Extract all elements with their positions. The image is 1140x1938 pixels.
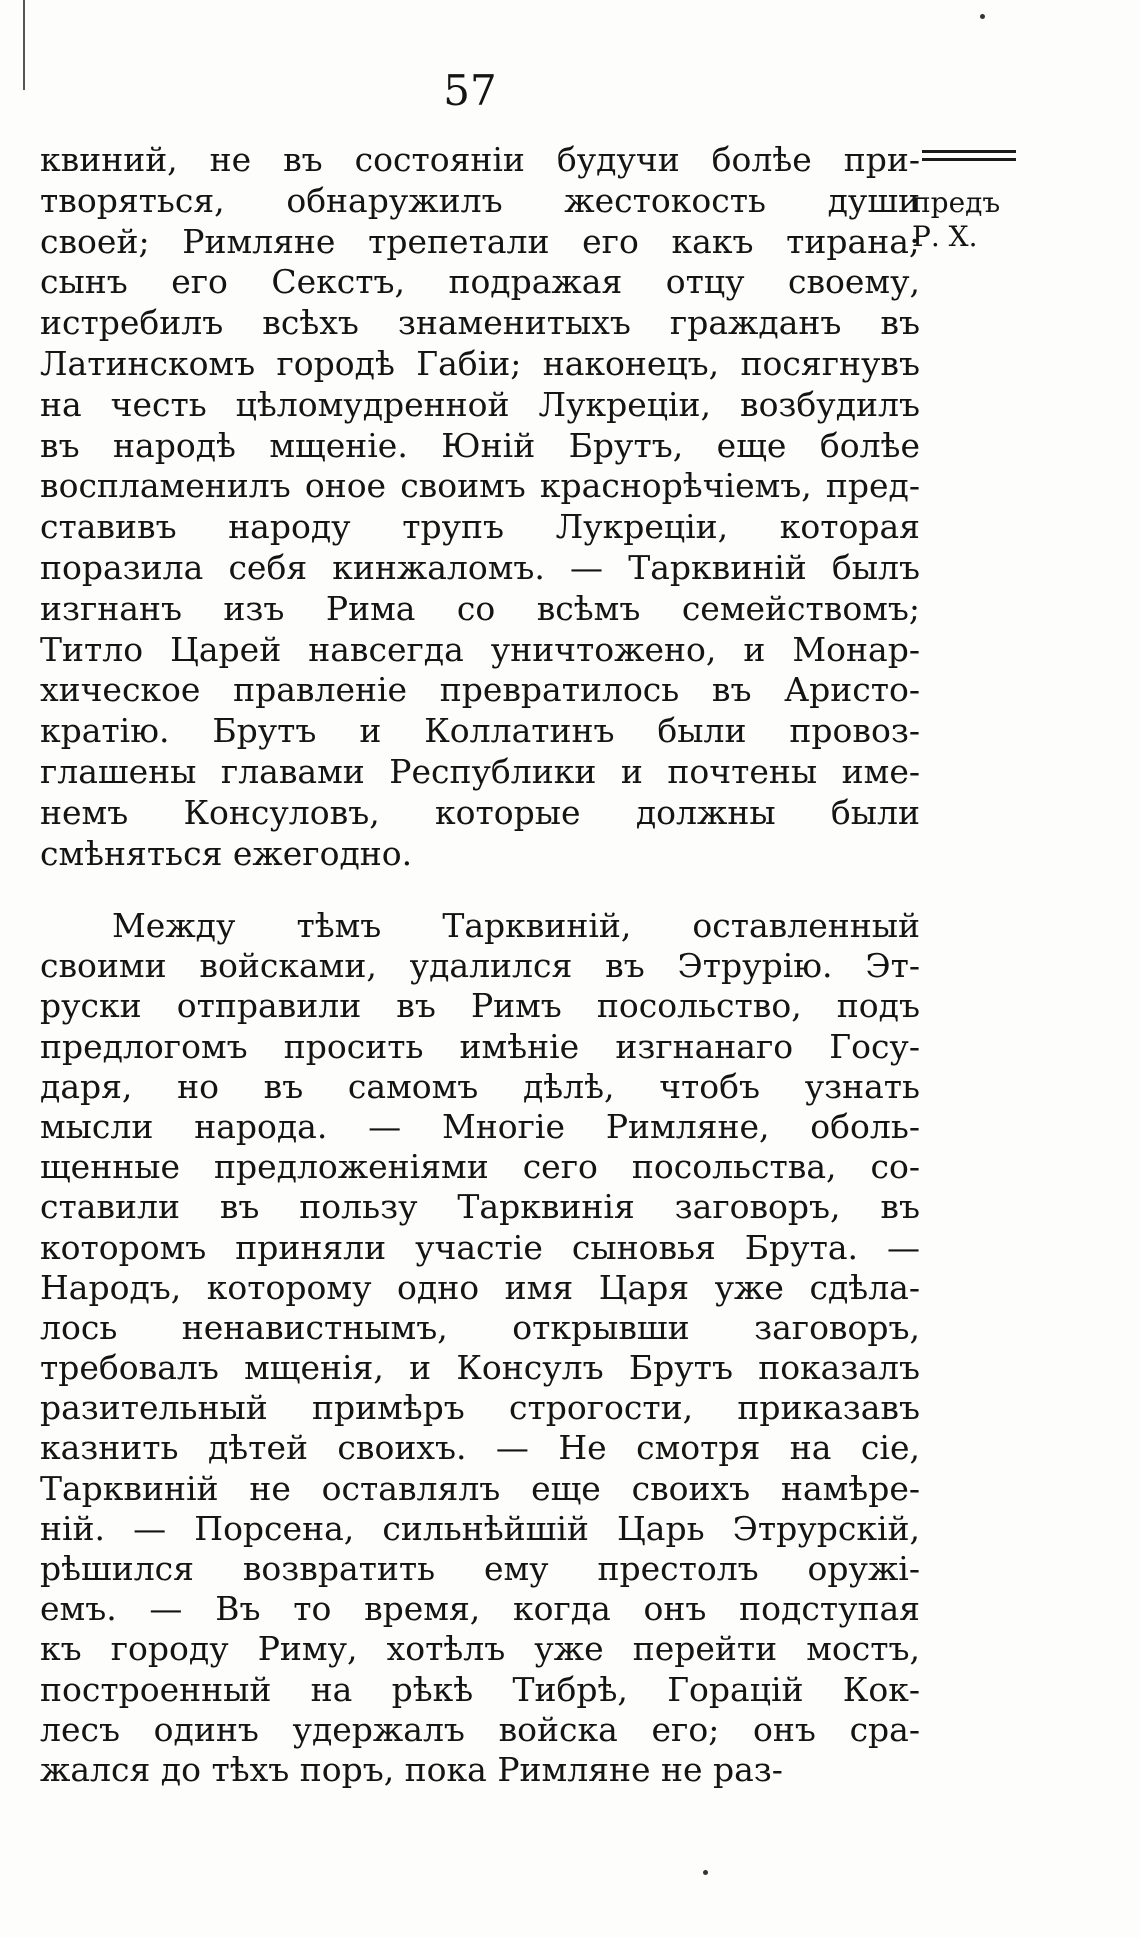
ink-speck [703,1870,708,1875]
text-line: ній. — Порсена, сильнѣйшій Царь Этрурскій, [40,1508,920,1548]
text-line: Тарквиній не оставлялъ еще своихъ намѣре- [40,1468,920,1508]
text-line: Латинскомъ городѣ Габіи; наконецъ, посягнувъ [40,343,920,383]
text-line: Титло Царей навсегда уничтожено, и Монар- [40,629,920,669]
text-line: ставили въ пользу Тарквинія заговоръ, въ [40,1187,920,1227]
text-line: поразила себя кинжаломъ. — Тарквиній былъ [40,547,920,587]
text-line: требовалъ мщенія, и Консулъ Брутъ показалъ [40,1348,920,1388]
text-line: къ городу Риму, хотѣлъ уже перейти мостъ, [40,1629,920,1669]
text-line: лось ненавистнымъ, открывши заговоръ, [40,1307,920,1347]
margin-rule [922,150,1016,153]
paragraph-2 [40,906,920,1790]
text-line: изгнанъ изъ Рима со всѣмъ семействомъ; [40,588,920,628]
text-line: построенный на рѣкѣ Тибрѣ, Горацій Кок- [40,1669,920,1709]
text-line: казнить дѣтей своихъ. — Не смотря на сіе, [40,1428,920,1468]
text-line: емъ. — Въ то время, когда онъ подступая [40,1589,920,1629]
page-edge-line [23,0,25,90]
text-line: щенные предложеніями сего посольства, со- [40,1147,920,1187]
text-line: которомъ приняли участіе сыновья Брута. — [40,1227,920,1267]
text-line: жался до тѣхъ поръ, пока Римляне не раз- [40,1749,783,1789]
text-line: ставивъ народу трупъ Лукреціи, которая [40,507,920,547]
margin-rule [922,158,1016,161]
margin-note-line-2: Р. Х. [912,220,978,253]
ink-speck [980,14,985,19]
text-line: въ народѣ мщеніе. Юній Брутъ, еще болѣе [40,425,920,465]
text-line: разительный примѣръ строгости, приказавъ [40,1388,920,1428]
text-line: воспламенилъ оное своимъ краснорѣчіемъ, пред- [40,466,920,506]
text-line: смѣняться ежегодно. [40,833,413,873]
text-line: мысли народа. — Многіе Римляне, оболь- [40,1106,920,1146]
text-line: даря, но въ самомъ дѣлѣ, чтобъ узнать [40,1066,920,1106]
text-line: сынъ его Секстъ, подражая отцу своему, [40,262,920,302]
text-line: немъ Консуловъ, которые должны были [40,792,920,832]
page-number: 57 [443,66,497,115]
text-line: Между тѣмъ Тарквиній, оставленный [112,906,920,945]
text-line: своей; Римляне трепетали его какъ тирана; [40,221,920,261]
text-line: творяться, обнаружилъ жестокость души [40,180,920,220]
text-line: глашены главами Республики и почтены име- [40,751,920,791]
text-line: квиний, не въ состояніи будучи болѣе при- [40,140,920,179]
text-line: предлогомъ просить имѣніе изгнанаго Госу- [40,1026,920,1066]
text-line: своими войсками, удалился въ Этрурію. Эт- [40,946,920,986]
text-line: лесъ одинъ удержалъ войска его; онъ сра- [40,1709,920,1749]
paragraph-1 [40,140,920,874]
text-line: кратію. Брутъ и Коллатинъ были провоз- [40,711,920,751]
text-line: рѣшился возвратить ему престолъ оружі- [40,1549,920,1588]
margin-note-line-1: предъ [912,186,1001,219]
text-line: на честь цѣломудренной Лукреціи, возбудилъ [40,384,920,424]
text-line: истребилъ всѣхъ знаменитыхъ гражданъ въ [40,303,920,343]
text-line: руски отправили въ Римъ посольство, подъ [40,986,920,1026]
text-line: Народъ, которому одно имя Царя уже сдѣла- [40,1267,920,1307]
text-line: хическое правленіе превратилось въ Аристо- [40,670,920,710]
